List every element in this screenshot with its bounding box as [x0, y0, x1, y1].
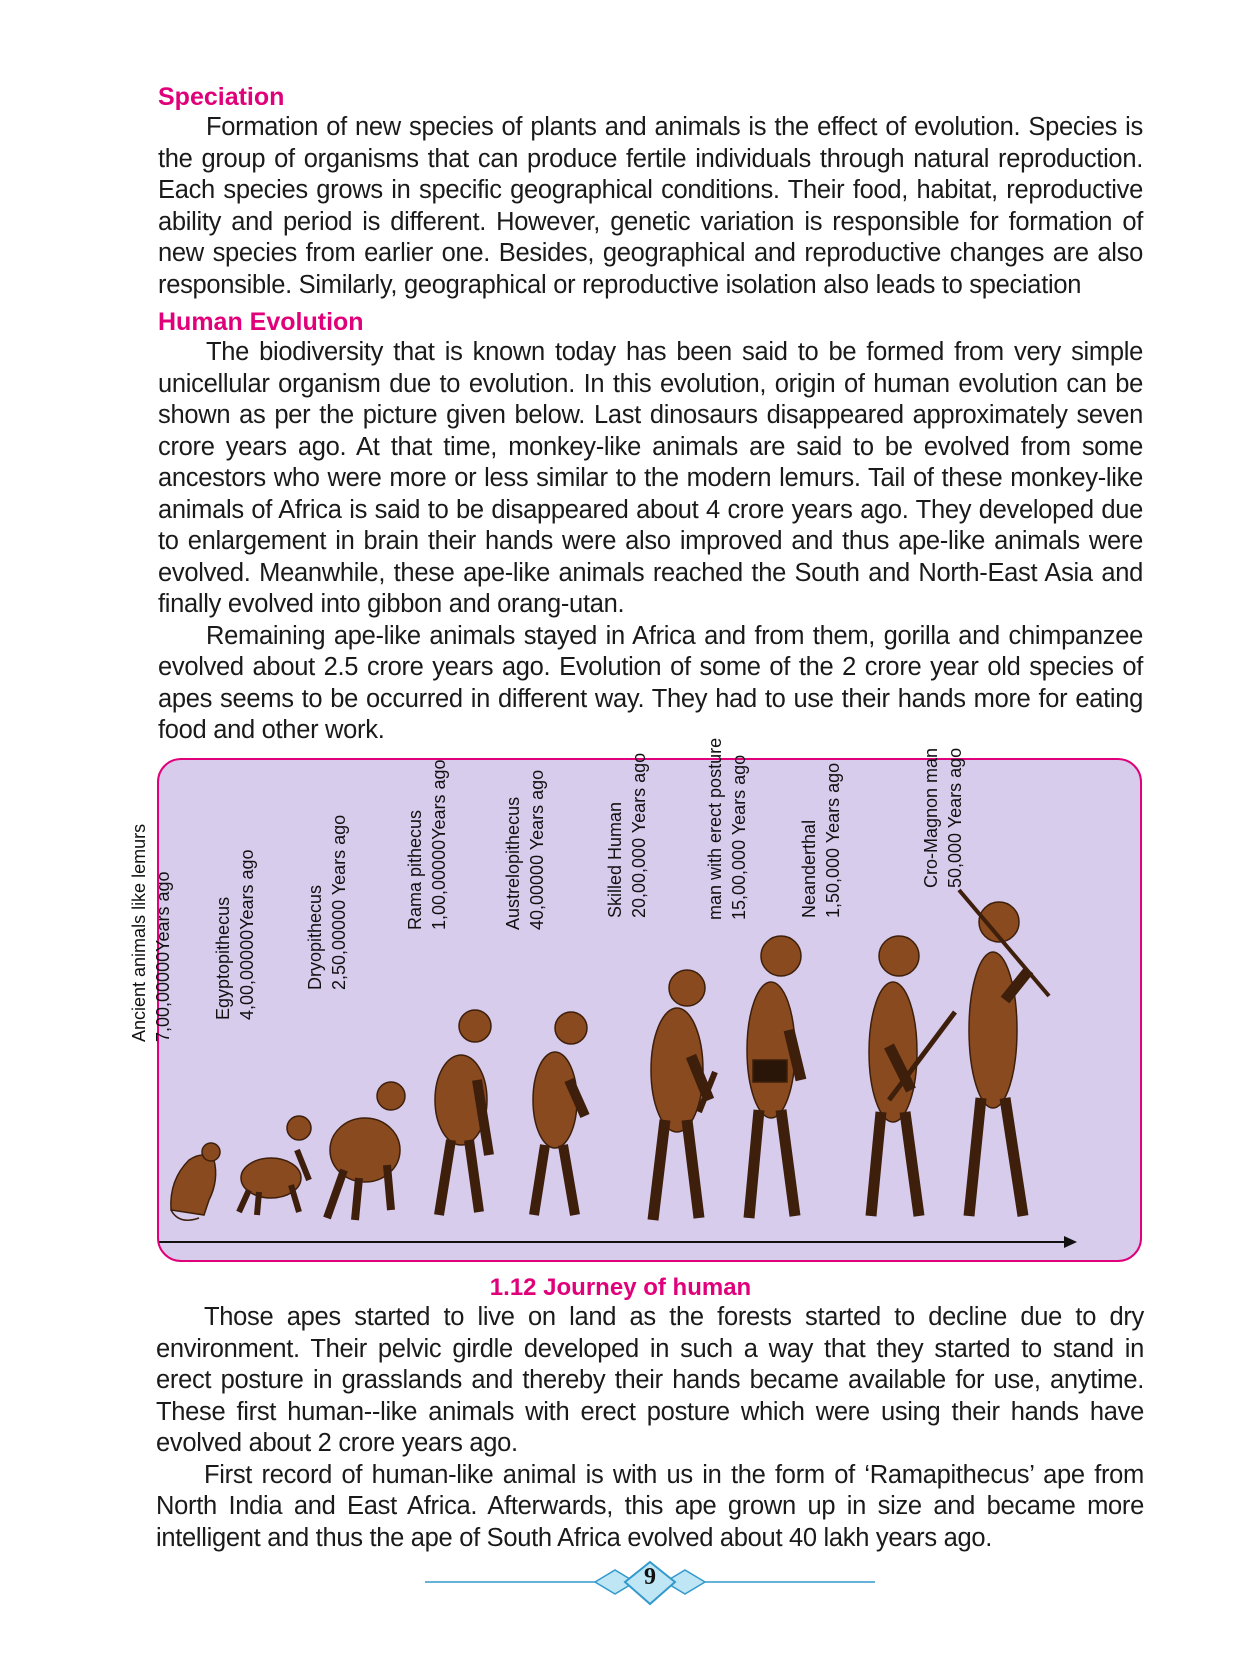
egyptopithecus-figure [239, 1116, 311, 1215]
paragraph: Remaining ape-like animals stayed in Africa and from them, gorilla and chimpanzee evolved about 2.5 crore years ago. Evolution of some of the 2 crore year old species of apes seems to be occurred in different way. They had to use their hands more for eating food and other work. [158, 621, 1143, 744]
stage-label-lemurs: Ancient animals like lemurs 7,00,00000Years ago [129, 823, 173, 1042]
skilled-human-figure [651, 970, 715, 1220]
lemur-figure [171, 1143, 220, 1220]
stage-label-ramapithecus: Rama pithecus 1,00,00000Years ago [405, 759, 449, 930]
stage-label-egyptopithecus: Egyptopithecus 4,00,00000Years ago [213, 849, 257, 1020]
stage-label-erect-posture: man with erect posture 15,00,000 Years ago [705, 737, 749, 920]
page-number: 9 [644, 1564, 656, 1590]
erect-posture-figure [747, 936, 801, 1218]
evolution-figure [129, 737, 1142, 1262]
main-text [158, 76, 1143, 747]
ramapithecus-figure [435, 1010, 491, 1215]
page-number-ornament [425, 1560, 875, 1610]
stage-label-cro-magnon: Cro-Magnon man 50,000 Years ago [921, 747, 965, 888]
dryopithecus-figure [327, 1082, 405, 1220]
stage-label-neanderthal: Neanderthal 1,50,000 Years ago [799, 762, 843, 918]
stage-label-skilled-human: Skilled Human 20,00,000 Years ago [605, 752, 649, 918]
stage-label-austrelopithecus: Austrelopithecus 40,00000 Years ago [503, 769, 547, 930]
paragraph: First record of human-like animal is with us in the form of ‘Ramapithecus’ ape from North India and East Africa. Afterwards, this ape grown up in size and became more intelligent and thus the ape of South Africa evolved about 40 lakh years ago. [156, 1460, 1144, 1552]
figure-caption: 1.12 Journey of human [489, 1274, 752, 1301]
paragraph: Formation of new species of plants and animals is the effect of evolution. Species is the group of organisms that can produce fertile individuals through natural reproduction. Each species grows in specific geographical conditions. Their food, habitat, reproductive ability and period is different. However, genetic variation is responsible for formation of new species from earlier one. Besides, geographical and reproductive changes are also responsible. Similarly, geographical or reproductive isolation also leads to speciation [158, 113, 1143, 299]
cro-magnon-figure [959, 890, 1049, 1216]
stage-label-dryopithecus: Dryopithecus 2,50,00000 Years ago [305, 814, 349, 990]
neanderthal-figure [869, 936, 955, 1216]
heading-speciation: Speciation [158, 83, 285, 111]
paragraph: The biodiversity that is known today has been said to be formed from very simple unicellular organism due to evolution. In this evolution, origin of human evolution can be shown as per the picture given below. Last dinosaurs disappeared approximately seven crore years ago. At that time, monkey-like animals are said to be evolved from some ancestors who were more or less similar to the modern lemurs. Tail of these monkey-like animals of Africa is said to be disappeared about 4 crore years ago. They developed due to enlargement in brain their hands were also improved and thus ape-like animals were evolved. Meanwhile, these ape-like animals reached the South and North-East Asia and finally evolved into gibbon and orang-utan. [158, 338, 1143, 618]
paragraph: Those apes started to live on land as the forests started to decline due to dry environment. Their pelvic girdle developed in such a way that they started to stand in erect posture in grasslands and thereby their hands became available for use, anytime. These first human--like animals with erect posture which were using their hands have evolved about 2 crore years ago. [156, 1303, 1144, 1457]
main-text-continued [156, 1302, 1144, 1554]
australopithecus-figure [533, 1012, 587, 1215]
heading-human-evolution: Human Evolution [158, 308, 364, 336]
